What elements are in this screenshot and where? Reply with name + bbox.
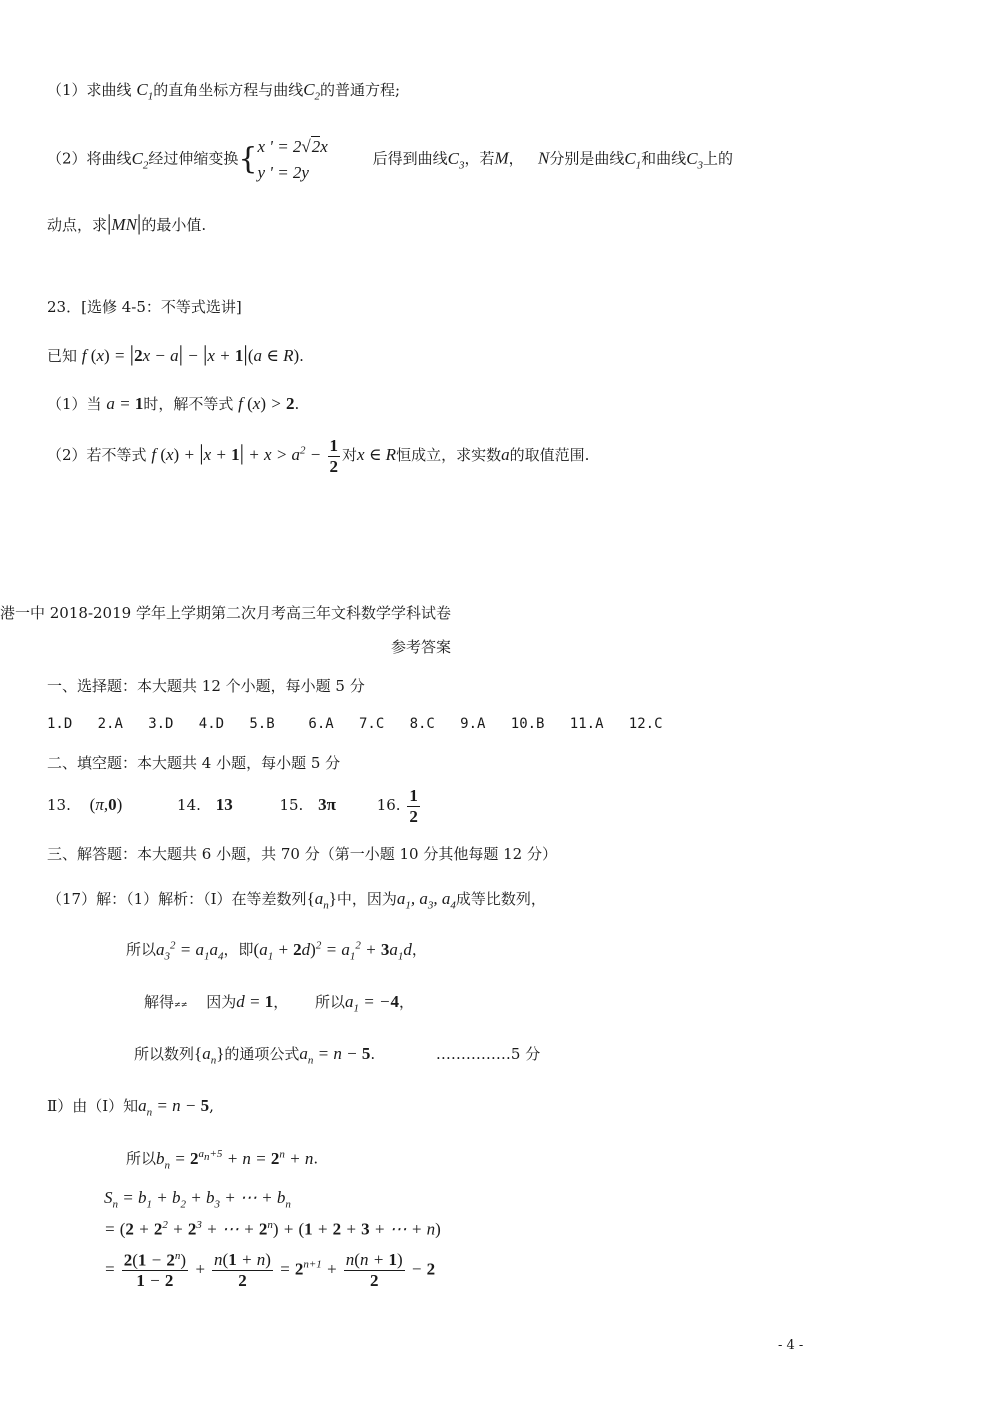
school-title: 港一中 2018-2019 学年上学期第二次月考高三年文科数学学科试卷 [0, 604, 451, 622]
section-choice: 一、选择题：本大题共 12 个小题，每小题 5 分 [47, 677, 365, 695]
fraction-half: $\frac{1}{2}$ [329, 436, 339, 476]
math-fx-def: f (x) = |2x − a| − |x + 1|(a ∈ R) [81, 341, 300, 366]
fraction-half: $\frac{1}{2}$ [409, 786, 418, 826]
q17-line3: 解得≠≠ 因为d = 1， 所以$a_1 = -4$， [144, 992, 414, 1015]
math-mn: |MN| [107, 210, 142, 235]
smudge-icon: ≠≠ [174, 1000, 188, 1009]
q17-bn: 所以$b_n = 2^{a_n+5} + n = 2^n + n$. [126, 1148, 319, 1172]
q22-part2: （2）将曲线$C_2$经过伸缩变换{ x ' = 2√2x y ' = 2y 后得到曲线$C_3$，若M， N分别是曲线$C_1$和曲线$C_3$上的 [47, 134, 733, 185]
math-c2: $C_2$ [131, 148, 149, 171]
section-fill: 二、填空题：本大题共 4 小题，每小题 5 分 [47, 754, 341, 772]
sn-line1: $S_n = b_1 + b_2 + b_3$ + ⋯ + $b_n$ [104, 1188, 291, 1211]
q22-part2-cont: 动点，求|MN|的最小值. [47, 210, 207, 235]
q17-line2: 所以$a_3^2 = a_1a_4$，即$(a_1 + 2d)^2 = a_1^2 + 3a_1d$， [126, 939, 427, 963]
q17-part2-intro: Ⅱ）由（Ⅰ）知$a_n = n - 5$, [47, 1096, 214, 1119]
brace-icon: { [238, 141, 258, 177]
q23-title: 23．[选修 4-5：不等式选讲] [47, 298, 242, 316]
q17-intro: （17）解：（1）解析：（Ⅰ）在等差数列$\{a_n\}$中，因为$a_1$, $a_3$, $a_4$成等比数列， [47, 889, 546, 912]
q22-part1: （1）求曲线 $C_1$的直角坐标方程与曲线$C_2$的普通方程; [47, 80, 401, 103]
transform-system: x ' = 2√2x y ' = 2y [257, 137, 328, 182]
section-solve: 三、解答题：本大题共 6 小题，共 70 分（第一小题 10 分其他每题 12 分） [47, 845, 557, 863]
choice-answers: 1.D 2.A 3.D 4.D 5.B 6.A 7.C 8.C 9.A 10.B 11.A 12.C [47, 716, 663, 732]
q23-given: 已知 f (x) = |2x − a| − |x + 1|(a ∈ R). [47, 341, 304, 366]
math-c1: $C_1$ [136, 80, 154, 103]
page-number: - 4 - [778, 1338, 804, 1353]
sn-line2: = ($2 + 2^2 + 2^3$ + ⋯ + $2^n) + (1 + 2 + 3$ + ⋯ + n) [104, 1219, 441, 1239]
answers-heading: 参考答案 [391, 638, 452, 656]
fill-answers: 13. (π,0) 14. 13 15. 3π 16. $\frac{1}{2}$ [47, 786, 418, 826]
math-c2: $C_2$ [303, 80, 321, 103]
sn-line3: = $\frac{2(1 - 2^n)}{1 - 2}$ + $\frac{n(1 + n)}{2}$ = $2^{n+1}$ + $\frac{n(n + 1)}{2}$ − 2 [104, 1250, 436, 1291]
q23-part1: （1）当 a = 1时，解不等式 f (x) > 2. [47, 394, 300, 413]
math-c3: $C_3$ [447, 148, 465, 171]
q17-line4: 所以数列$\{a_n\}$的通项公式$a_n = n - 5$. ……………5 分 [134, 1044, 541, 1067]
q23-part2: （2）若不等式 f $(x) + |x + 1| + x > a^2$ − $\frac{1}{2}$ 对x ∈ R恒成立，求实数a的取值范围. [47, 436, 590, 476]
